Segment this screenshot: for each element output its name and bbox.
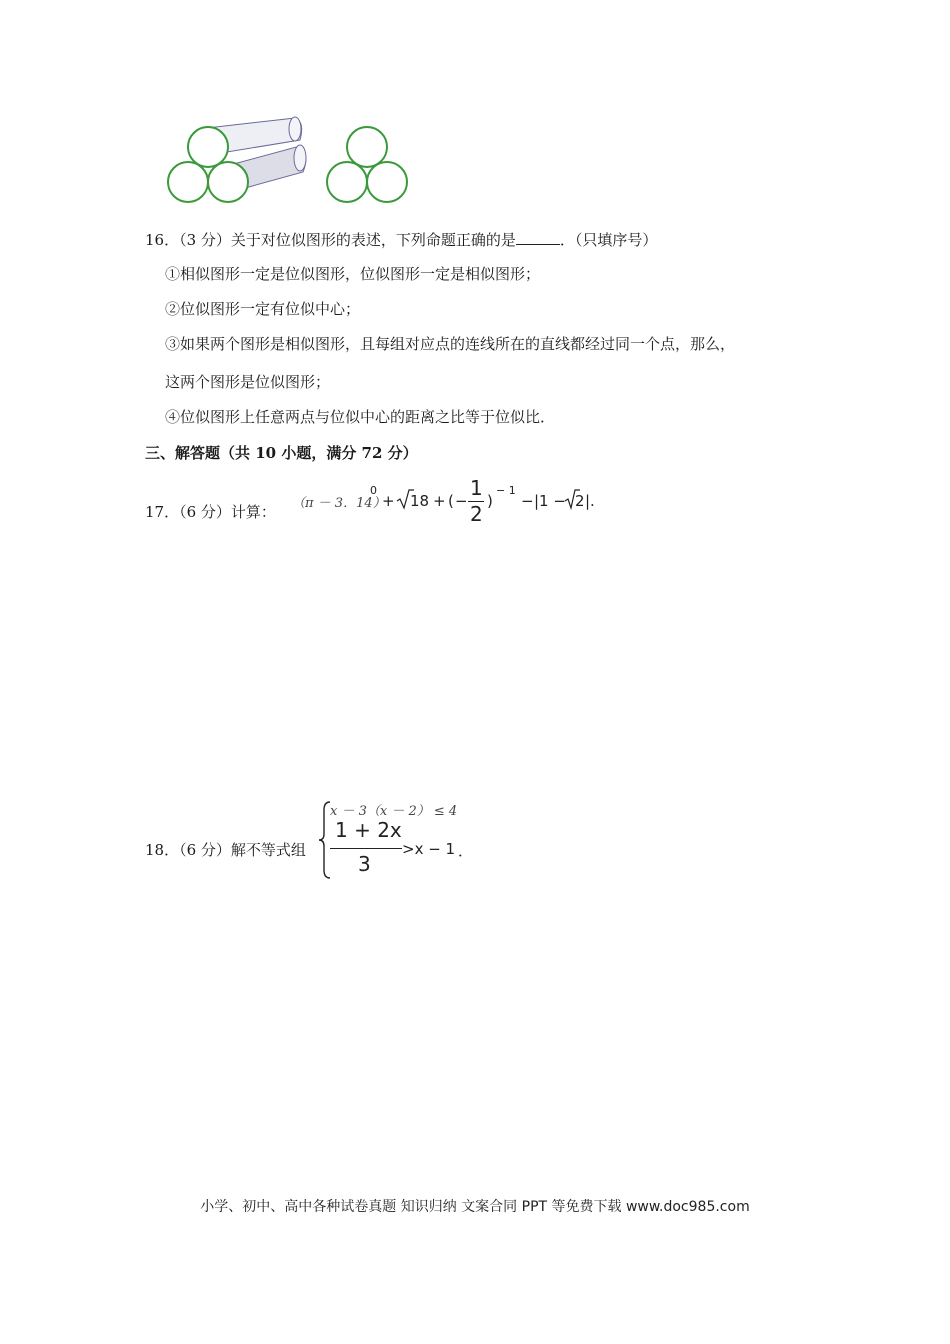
q17-expression [292, 476, 612, 530]
plus-sign: + [382, 492, 395, 510]
question-stem: （3 分）关于对位似图形的表述，下列命题正确的是 [179, 231, 516, 249]
question-18 [145, 839, 306, 861]
question-stem: （6 分）计算： [179, 503, 276, 521]
answer-blank[interactable] [516, 230, 560, 245]
abs-close: | [585, 492, 591, 510]
question-stem: （6 分）解不等式组 [179, 841, 306, 859]
inequality-2-denominator: 3 [358, 852, 371, 876]
option-1: ①相似图形一定是位似图形，位似图形一定是相似图形； [165, 265, 541, 283]
option-3: ③如果两个图形是相似图形，且每组对应点的连线所在的直线都经过同一个点，那么， [165, 335, 736, 353]
fraction-bar [330, 848, 402, 849]
option-3-continued: 这两个图形是位似图形； [165, 373, 331, 391]
inequality-2-rhs: >x − 1 [402, 840, 456, 858]
question-stem-tail: ．（只填序号） [559, 231, 658, 249]
option-4: ④位似图形上任意两点与位似中心的距离之比等于位似比． [165, 408, 556, 426]
question-17 [145, 501, 276, 523]
period: . [590, 492, 595, 510]
section-heading: 三、解答题（共 10 小题，满分 72 分） [145, 444, 418, 462]
cylinder-stack-figure [160, 110, 430, 210]
close-paren: ) [487, 492, 493, 510]
exponent-zero: 0 [370, 484, 377, 497]
inequality-2-numerator: 1 + 2x [335, 818, 402, 842]
question-16 [145, 229, 657, 251]
fraction-numerator: 1 [470, 476, 483, 500]
question-number: 18． [145, 841, 180, 859]
page-footer: 小学、初中、高中各种试卷真题 知识归纳 文案合同 PPT 等免费下载 www.doc985.com [200, 1199, 750, 1215]
three-circles-view [327, 127, 407, 202]
pipe-stack-drawing [168, 117, 306, 202]
plus-sign: + [433, 492, 446, 510]
exponent-neg-one: − 1 [496, 484, 516, 497]
sqrt-radicand-2: 2 [575, 492, 585, 510]
abs-open: |1 − [534, 492, 566, 510]
inequality-1: x － 3（x － 2） ≤ 4 [330, 804, 458, 819]
minus-sign: − [455, 492, 468, 510]
sqrt-radicand-18: 18 [410, 492, 430, 510]
fraction-denominator: 2 [470, 502, 483, 526]
option-2: ②位似图形一定有位似中心； [165, 300, 361, 318]
question-number: 16． [145, 231, 180, 249]
open-paren: ( [448, 492, 454, 510]
question-number: 17． [145, 503, 180, 521]
period: ． [458, 842, 474, 860]
pi-term: （π － 3．14） [292, 496, 386, 511]
minus-sign: − [521, 492, 534, 510]
